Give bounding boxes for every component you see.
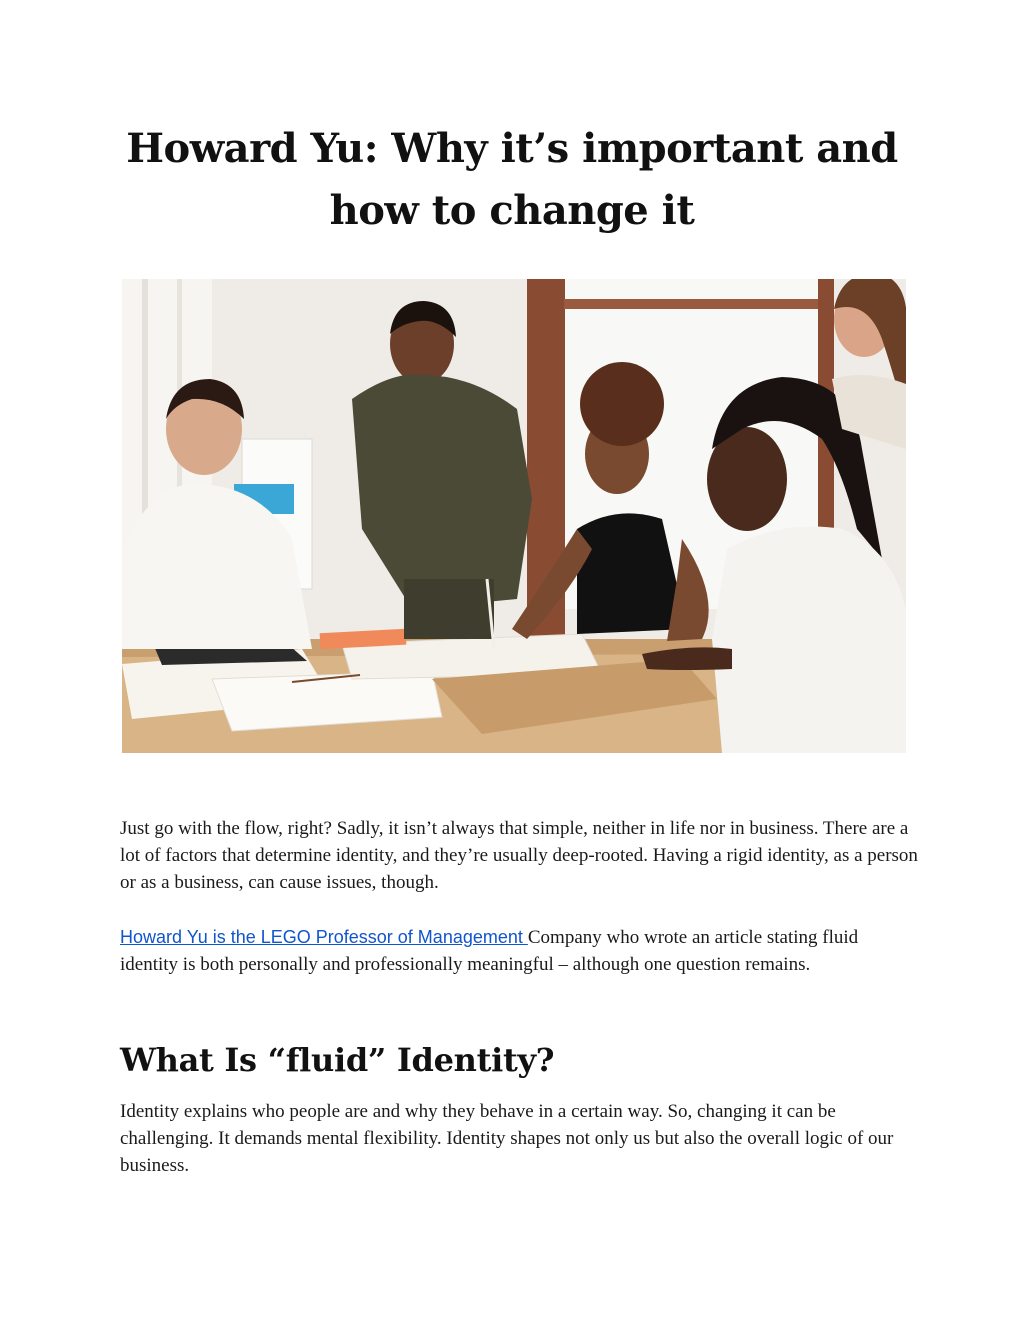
identity-paragraph: Identity explains who people are and why they behave in a certain way. So, changing it can be challenging. It demands mental flexibility. Identity shapes not only us but also the overall logic of our business. <box>120 1101 894 1176</box>
team-meeting-photo <box>122 279 906 753</box>
intro-paragraph: Just go with the flow, right? Sadly, it isn’t always that simple, neither in life nor in business. There are a lot of factors that determine identity, and they’re usually deep-rooted. Having a rigid identity, as a person or as a business, can cause issues, though. <box>120 818 918 893</box>
section-heading: What Is “fluid” Identity? <box>120 1041 555 1079</box>
article-title: Howard Yu: Why it’s important and how to change it <box>126 125 898 234</box>
second-paragraph-text: Company who wrote an article stating fluid identity is both personally and professionally meaningful – although one question remains. <box>120 927 859 975</box>
second-paragraph <box>120 924 920 978</box>
howard-yu-link[interactable]: Howard Yu is the LEGO Professor of Management <box>120 927 528 947</box>
